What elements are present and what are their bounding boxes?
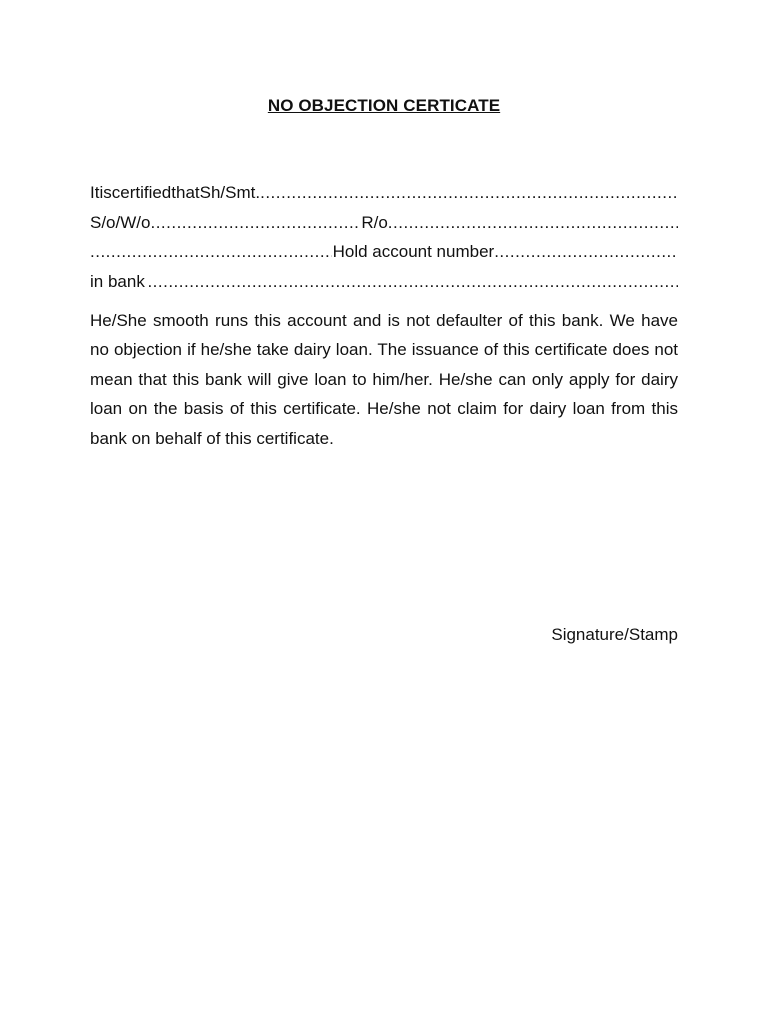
word-certified: certified	[111, 183, 172, 202]
certificate-body-paragraph: He/She smooth runs this account and is not defaulter of this bank. We have no objection if he/she take dairy loan. The issuance of this certificate does not mean that this bank will give loan to him/her. He/she can only apply for dairy loan on the basis of this certificate. He/she not claim for dairy loan from this bank on behalf of this certificate.	[90, 311, 678, 448]
blank-account-number-field	[494, 237, 678, 267]
form-line-bank	[90, 267, 678, 297]
blank-residence-field	[388, 208, 678, 238]
form-line-name	[90, 178, 678, 208]
form-line-relation	[90, 208, 678, 238]
certified-text	[90, 178, 260, 208]
document-title: NO OBJECTION CERTICATE	[267, 96, 501, 115]
blank-address-field	[90, 237, 332, 267]
label-sh-smt: Sh/Smt.	[199, 183, 261, 202]
blank-relation-field	[150, 208, 358, 238]
form-line-account	[90, 237, 678, 267]
certificate-form-fields	[90, 178, 678, 296]
label-in-bank: in bank	[90, 271, 145, 291]
signature-stamp-label: Signature/Stamp	[551, 625, 678, 644]
label-s-o-w-o: S/o/W/o	[90, 212, 151, 232]
label-r-o: R/o	[361, 212, 388, 232]
word-is: is	[99, 183, 112, 202]
label-hold-account-number: Hold account number	[332, 242, 495, 261]
word-it: It	[90, 183, 100, 202]
blank-bank-field	[147, 267, 678, 297]
blank-name-field	[260, 178, 678, 208]
word-that: that	[171, 183, 200, 202]
